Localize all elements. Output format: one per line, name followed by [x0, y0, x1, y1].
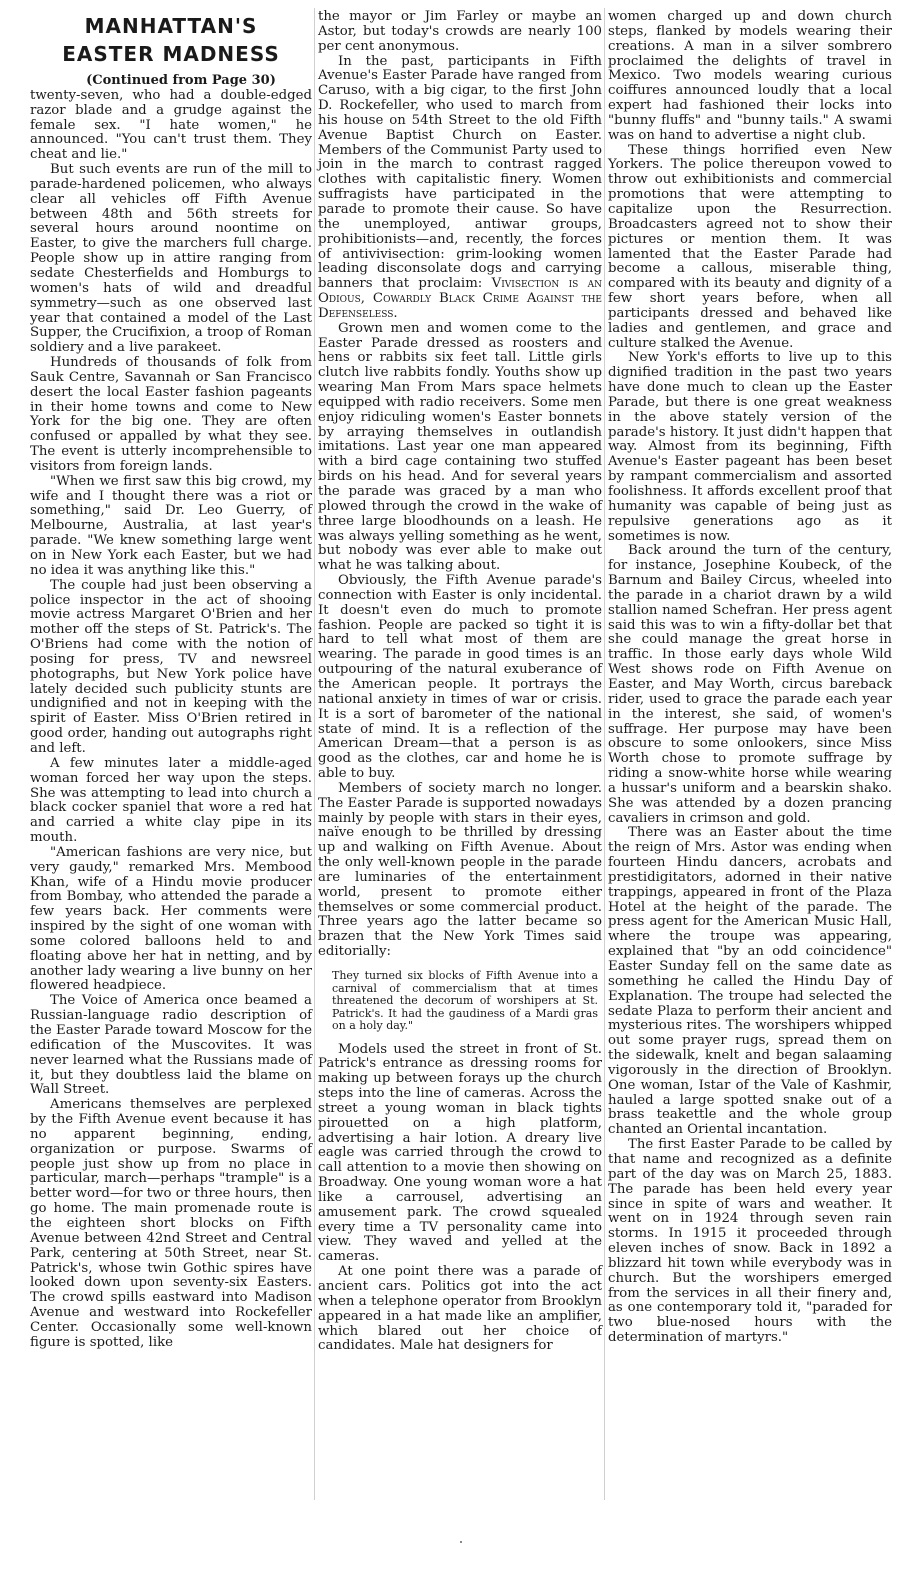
paragraph: The couple had just been observing a police inspector in the act of shooing movie actress Margaret O'Brien and her mother off the steps of St. Patrick's. The O'Briens had come with the notion of posing for press, TV and newsreel photographs, but New York police have lately decided such publicity stunts are undignified and not in keeping with the spirit of Easter. Miss O'Brien retired in good order, handing out autographs right and left.	[30, 577, 312, 756]
paragraph: Members of society march no longer. The Easter Parade is supported nowadays mainly by people with stars in their eyes, naïve enough to be thrilled by dressing up and walking on Fifth Avenue. About the only well-known people in the parade are luminaries of the entertainment world, present to promote either themselves or some commercial product. Three years ago the latter became so brazen that the New York Times said editorially:	[318, 780, 602, 960]
page-speck	[460, 1541, 462, 1543]
paragraph: the mayor or Jim Farley or maybe an Astor, but today's crowds are nearly 100 per cent anonymous.	[318, 9, 602, 54]
article-headline	[30, 12, 312, 68]
editorial-quote: They turned six blocks of Fifth Avenue into a carnival of commercialism that at times threatened the decorum of worshipers at St. Patrick's. It had the gaudiness of a Mardi gras on a holy day."	[332, 969, 598, 1032]
paragraph: A few minutes later a middle-aged woman forced her way upon the steps. She was attempting to lead into church a black cocker spaniel that wore a red hat and carried a white clay pipe in its mouth.	[30, 755, 312, 846]
article-column-1	[30, 8, 312, 1351]
paragraph: Grown men and women come to the Easter Parade dressed as roosters and hens or rabbits six feet tall. Little girls clutch live rabbits fondly. Youths show up wearing Man From Mars space helmets equipped with radio receivers. Some men enjoy ridiculing women's Easter bonnets by arraying themselves in outlandish imitations. Last year one man appeared with a bird cage containing two stuffed birds on his head. And for several years the parade was graced by a man who plowed through the crowd in the wake of three large bloodhounds on a leash. He was always yelling something as he went, but nobody was ever able to make out what he was talking about.	[318, 320, 602, 574]
paragraph: At one point there was a parade of ancient cars. Politics got into the act when a telephone operator from Brooklyn appeared in a hat made like an amplifier, which blared out her choice of candidates. Male hat designers for	[318, 1264, 602, 1354]
paragraph: But such events are run of the mill to parade-hardened policemen, who always clear all vehicles off Fifth Avenue between 48th and 56th streets for several hours around noontime on Easter, to give the marchers full charge. People show up in attire ranging from sedate Chesterfields and Homburgs to women's hats of wild and dreadful symmetry—such as one observed last year that contained a model of the Last Supper, the Crucifixion, a troop of Roman soldiery and a live parakeet.	[30, 162, 312, 356]
paragraph-text: In the past, participants in Fifth Avenue's Easter Parade have ranged from Caruso, with a big cigar, to the first John D. Rockefeller, who used to march from his house on 54th Street to the old Fifth Avenue Baptist Church on Easter. Members of the Communist Party used to join in the march to contrast ragged clothes with capitalistic finery. Women suffragists have participated in the parade to promote their cause. So have the unemployed, antiwar groups, prohibitionists—and, recently, the forces of antivivisection: grim-looking women leading disconsolate dogs and carrying banners that proclaim:	[318, 53, 602, 292]
paragraph: These things horrified even New Yorkers. The police thereupon vowed to throw out exhibitionists and commercial promotions that were attempting to capitalize upon the Resurrection. Broadcasters agreed not to show their pictures or mention them. It was lamented that the Easter Parade had become a callous, miserable thing, compared with its beauty and dignity of a few short years before, when all participants dressed and behaved like ladies and gentlemen, and grace and culture stalked the Avenue.	[608, 142, 892, 351]
paragraph: There was an Easter about the time the reign of Mrs. Astor was ending when fourteen Hindu dancers, acrobats and prestidigitators, adorned in their native trappings, appeared in front of the Plaza Hotel at the height of the parade. The press agent for the American Music Hall, where the troupe was appearing, explained that "by an odd coincidence" Easter Sunday fell on the same date as something he called the Hindu Day of Explanation. The troupe had selected the sedate Plaza to perform their ancient and mysterious rites. The worshipers whipped out some prayer rugs, spread them on the sidewalk, knelt and began salaaming vigorously in the direction of Brooklyn. One woman, Istar of the Vale of Kashmir, hauled a large spotted snake out of a brass teakettle and the whole group chanted an Oriental incantation.	[608, 825, 892, 1138]
column-divider	[314, 8, 315, 1500]
paragraph: women charged up and down church steps, flanked by models wearing their creations. A man in a silver sombrero proclaimed the delights of travel in Mexico. Two models wearing curious coiffures announced loudly that a local expert had fashioned their locks into "bunny fluffs" and "bunny tails." A swami was on hand to advertise a night club.	[608, 9, 892, 143]
paragraph: New York's efforts to live up to this dignified tradition in the past two years have done much to clean up the Easter Parade, but there is one great weakness in the above stately version of the parade's history. It just didn't happen that way. Almost from its beginning, Fifth Avenue's Easter pageant has been beset by rampant commercialism and assorted foolishness. It affords excellent proof that humanity was capable of being just as repulsive generations ago as it sometimes is now.	[608, 350, 892, 544]
paragraph: Hundreds of thousands of folk from Sauk Centre, Savannah or San Francisco desert the local Easter fashion pageants in their home towns and come to New York for the big one. They are often confused or appalled by what they see. The event is utterly incomprehensible to visitors from foreign lands.	[30, 355, 312, 474]
column-divider	[604, 8, 605, 1500]
paragraph	[318, 55, 602, 322]
paragraph: The first Easter Parade to be called by that name and recognized as a definite part of the day was on March 25, 1883. The parade has been held every year since in spite of wars and weather. It went on in 1924 through seven rain storms. In 1915 it proceeded through eleven inches of snow. Back in 1892 a blizzard hit town while everybody was in church. But the worshipers emerged from the services in all their finery and, as one contemporary told it, "paraded for two blue-nosed hours with the determination of martyrs."	[608, 1137, 892, 1346]
paragraph: Obviously, the Fifth Avenue parade's connection with Easter is only incidental. It doesn't even do much to promote fashion. People are packed so tight it is hard to tell what most of them are wearing. The parade in good times is an outpouring of the natural exuberance of the American people. It portrays the national anxiety in times of war or crisis. It is a sort of barometer of the national state of mind. It is a reflection of the American Dream—that a person is as good as the clothes, car and home he is able to buy.	[318, 573, 602, 782]
paragraph: Americans themselves are perplexed by the Fifth Avenue event because it has no apparent beginning, ending, organization or purpose. Swarms of people just show up from no place in particular, march—perhaps "trample" is a better word—for two or three hours, then go home. The main promenade route is the eighteen short blocks on Fifth Avenue between 42nd Street and Central Park, centering at 50th Street, near St. Patrick's, whose twin Gothic spires have looked down upon seventy-six Easters. The crowd spills eastward into Madison Avenue and westward into Rockefeller Center. Occasionally some well-known figure is spotted, like	[30, 1097, 312, 1350]
banner-slogan: Vivisection is an Odious, Cowardly Black Crime Against the Defenseless.	[318, 276, 602, 321]
paragraph: Back around the turn of the century, for instance, Josephine Koubeck, of the Barnum and Bailey Circus, wheeled into the parade in a chariot drawn by a wild stallion named Schefran. Her press agent said this was to win a fifty-dollar bet that she could manage the great horse in traffic. In those early days whole Wild West shows rode on Fifth Avenue on Easter, and May Worth, circus bareback rider, used to grace the parade each year in the interest, she said, of women's suffrage. Her purpose may have been obscure to some onlookers, since Miss Worth chose to promote suffrage by riding a snow-white horse while wearing a hussar's uniform and a bearskin shako. She was attended by a dozen prancing cavaliers in crimson and gold.	[608, 543, 892, 826]
article-column-2	[318, 10, 602, 1354]
article-column-3	[608, 10, 892, 1346]
paragraph: twenty-seven, who had a double-edged razor blade and a grudge against the female sex. "I hate women," he announced. "You can't trust them. They cheat and lie."	[30, 87, 312, 163]
paragraph: "When we first saw this big crowd, my wife and I thought there was a riot or something," said Dr. Leo Guerry, of Melbourne, Australia, at last year's parade. "We knew something large went on in New York each Easter, but we had no idea it was anything like this."	[30, 473, 312, 578]
paragraph: Models used the street in front of St. Patrick's entrance as dressing rooms for making up between forays up the church steps into the line of cameras. Across the street a young woman in black tights pirouetted on a high platform, advertising a hair lotion. A dreary live eagle was carried through the crowd to call attention to a movie then showing on Broadway. One young woman wore a hat like a carrousel, advertising an amusement park. The crowd squealed every time a TV personality came into view. They waved and yelled at the cameras.	[318, 1041, 602, 1265]
continued-from-note: (Continued from Page 30)	[86, 73, 276, 88]
headline-line-1: MANHATTAN'S	[84, 14, 258, 38]
paragraph: "American fashions are very nice, but very gaudy," remarked Mrs. Membood Khan, wife of a Hindu movie producer from Bombay, who attended the parade a few years back. Her comments were inspired by the sight of one woman with some colored balloons held to and floating above her hat in netting, and by another lady wearing a live bunny on her flowered headpiece.	[30, 844, 312, 994]
paragraph: The Voice of America once beamed a Russian-language radio description of the Easter Parade toward Moscow for the edification of the Muscovites. It was never learned what the Russians made of it, but they doubtless laid the blame on Wall Street.	[30, 993, 312, 1098]
headline-line-2: EASTER MADNESS	[62, 42, 280, 66]
